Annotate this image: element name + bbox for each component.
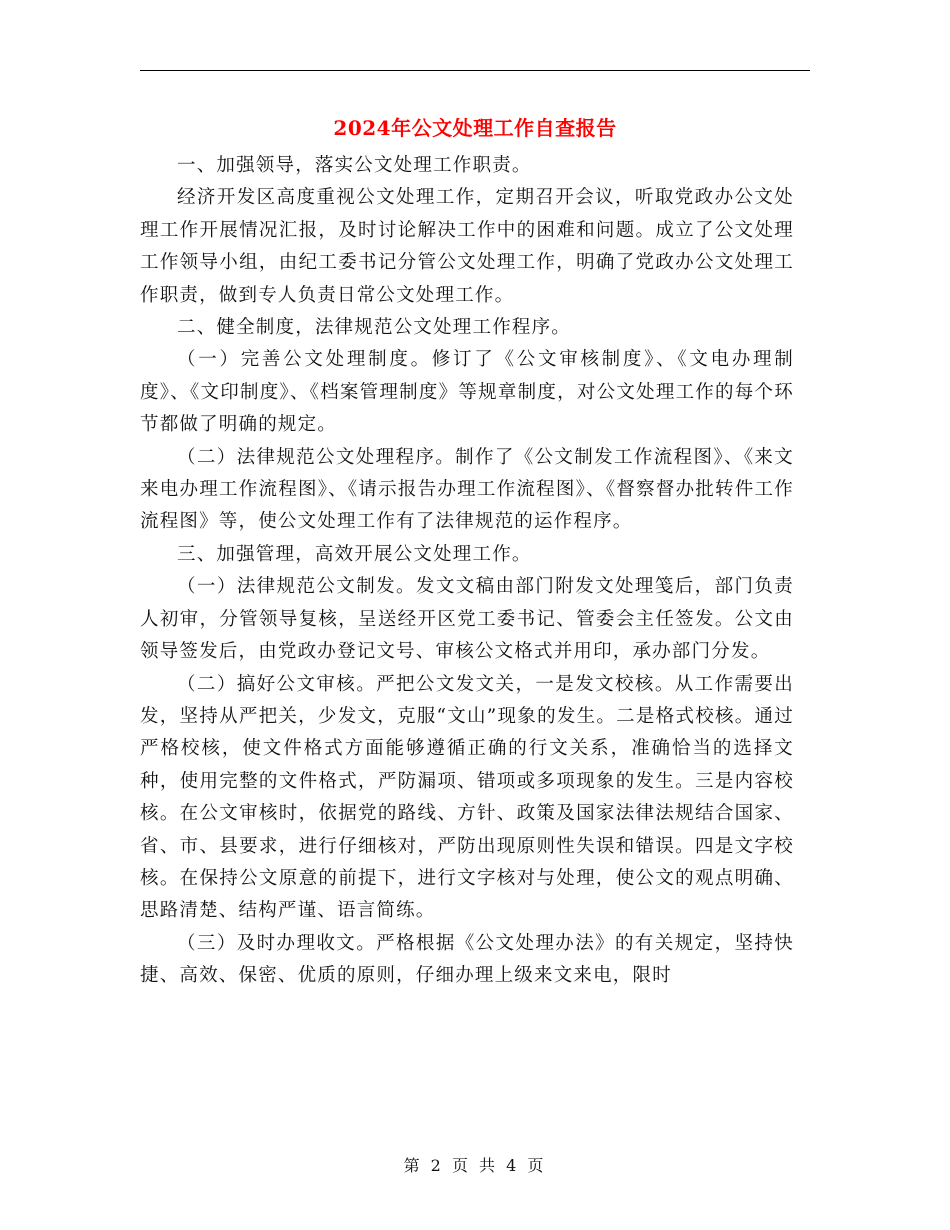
body-paragraph: （三）及时办理收文。严格根据《公文处理办法》的有关规定，坚持快捷、高效、保密、优质的原则，仔细办理上级来文来电，限时 [140,932,794,987]
section-heading: 三、加强管理，高效开展公文处理工作。 [177,543,532,565]
header-rule [140,70,810,71]
body-paragraph: （二）搞好公文审核。严把公文发文关，一是发文校核。从工作需要出发，坚持从严把关，少发文，克服“文山”现象的发生。二是格式校核。通过严格校核，使文件格式方面能够遵循正确的行文关系，准确恰当的选择文种，使用完整的文件格式，严防漏项、错项或多项现象的发生。三是内容校核。在公文审核时，依据党的路线、方针、政策及国家法律法规结合国家、省、市、县要求，进行仔细核对，严防出现原则性失误和错误。四是文字校核。在保持公文原意的前提下，进行文字核对与处理，使公文的观点明确、思路清楚、结构严谨、语言简练。 [140,673,794,922]
body-paragraph: （一）完善公文处理制度。修订了《公文审核制度》、《文电办理制度》、《文印制度》、《档案管理制度》等规章制度，对公文处理工作的每个环节都做了明确的规定。 [140,349,794,436]
page-footer: 第 2 页 共 4 页 [403,1156,547,1175]
section-heading: 一、加强领导，落实公文处理工作职责。 [177,155,532,176]
body-paragraph: （一）法律规范公文制发。发文文稿由部门附发文处理笺后，部门负责人初审，分管领导复核，呈送经开区党工委书记、管委会主任签发。公文由领导签发后，由党政办登记文号、审核公文格式并用印，承办部门分发。 [140,576,794,663]
document-body [140,150,794,993]
section-heading: 二、健全制度，法律规范公文处理工作程序。 [177,317,572,339]
body-paragraph: 经济开发区高度重视公文处理工作，定期召开会议，听取党政办公文处理工作开展情况汇报，及时讨论解决工作中的困难和问题。成立了公文处理工作领导小组，由纪工委书记分管公文处理工作，明确了党政办公文处理工作职责，做到专人负责日常公文处理工作。 [140,187,794,306]
document-title: 2024年公文处理工作自查报告 [333,116,617,140]
body-paragraph: （二）法律规范公文处理程序。制作了《公文制发工作流程图》、《来文来电办理工作流程图》、《请示报告办理工作流程图》、《督察督办批转件工作流程图》等，使公文处理工作有了法律规范的运作程序。 [140,446,794,533]
